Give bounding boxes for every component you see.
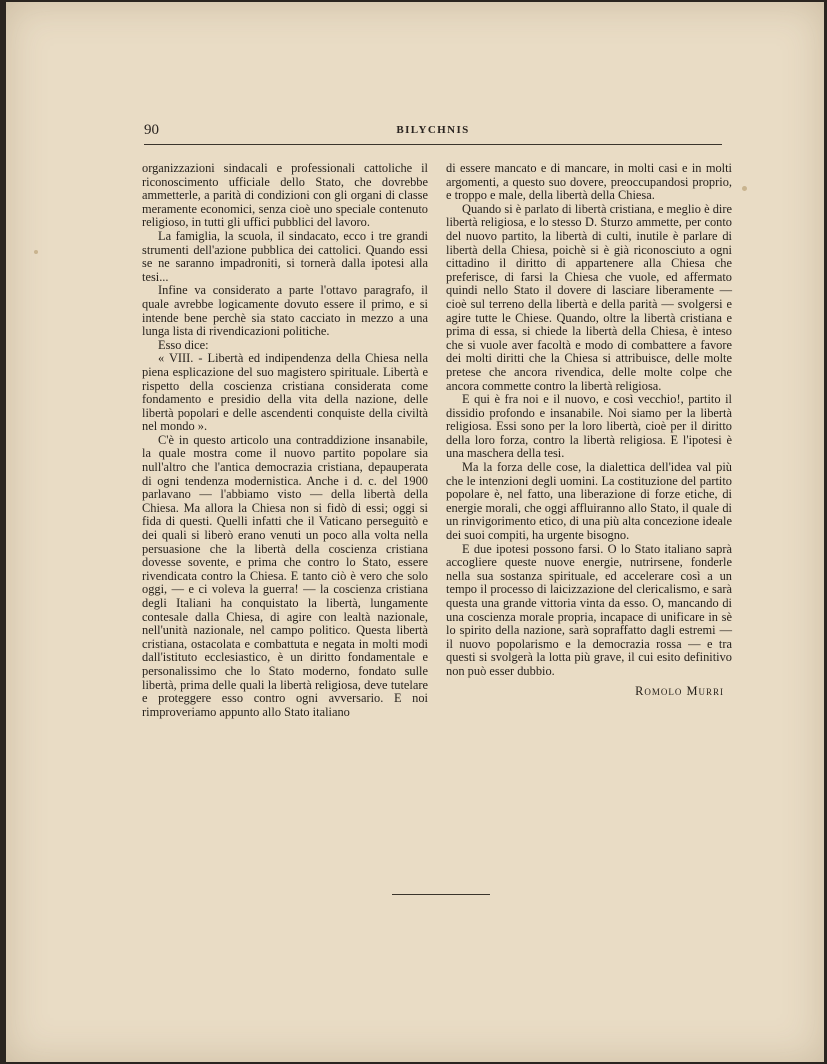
- paragraph: Infine va considerato a parte l'ottavo paragrafo, il quale avrebbe logicamente dovuto essere il primo, e si intende bene perchè sia stato cacciato in mezzo a una lunga lista di rivendicazioni politiche.: [142, 283, 428, 339]
- paragraph: La famiglia, la scuola, il sindacato, ecco i tre grandi strumenti dell'azione pubblica dei cattolici. Quando essi se ne saranno impadroniti, si tornerà dalla ipotesi alla tesi...: [142, 228, 428, 284]
- paper-spot: [742, 186, 747, 191]
- page-number: 90: [144, 122, 159, 138]
- paragraph: organizzazioni sindacali e professionali cattoliche il riconoscimento ufficiale dello Stato, che dovrebbe ammetterle, a parità di condizioni con gli organi di classe meramente economici, senza cioè uno speciale contenuto religioso, in tutti gli uffici pubblici del lavoro.: [142, 161, 428, 230]
- paragraph: E qui è fra noi e il nuovo, e così vecchio!, partito il dissidio profondo e insanabile. Noi siamo per la libertà religiosa. Essi sono per la loro libertà, cioè per il diritto della loro forza, contro la libertà religiosa. E l'ipotesi è una maschera della tesi.: [446, 392, 732, 461]
- right-text-column: [446, 162, 732, 698]
- author-signature: Romolo Murri: [635, 683, 724, 698]
- paragraph: di essere mancato e di mancare, in molti casi e in molti argomenti, a questo suo dovere, preoccupandosi proprio, e troppo e male, della libertà della Chiesa.: [446, 161, 732, 203]
- running-header: [144, 120, 722, 145]
- paragraph: Ma la forza delle cose, la dialettica dell'idea val più che le intenzioni degli uomini. La costituzione del partito popolare è, nel fatto, una liberazione di forze etiche, di energie morali, che oggi affluiranno allo Stato, il quale di un rinvigorimento etico, di una più alta concezione ideale dei suoi compiti, ha urgente bisogno.: [446, 460, 732, 543]
- end-rule: [392, 894, 490, 895]
- paper-spot: [34, 250, 38, 254]
- paragraph: Quando si è parlato di libertà cristiana, e meglio è dire libertà religiosa, e lo stesso D. Sturzo ammette, per conto del nuovo partito, la libertà di culti, inutile è parlare di libertà della Chiesa, poichè si è già riconosciuto a ogni cittadino il diritto di appartenere alla Chiesa che preferisce, di farsi la Chiesa che vuole, ed affermato quindi nello Stato il dovere di lasciare liberamente — cioè sul terreno della libertà e della parità — svolgersi e agire tutte le Chiese. Quando, oltre la libertà cristiana e prima di essa, si chiede la libertà della Chiesa, è inteso che si vuole aver facoltà e modo di combattere a favore dei molti diritti che la Chiesa si attribuisce, delle molte pretese che ancora rivendica, delle molte colpe che ancora commette contro la libertà religiosa.: [446, 201, 732, 393]
- journal-title: BILYCHNIS: [396, 124, 470, 136]
- paragraph: « VIII. - Libertà ed indipendenza della Chiesa nella piena esplicazione del suo magistero spirituale. Libertà e rispetto della coscienza cristiana considerata come fondamento e presidio della vita della nazione, delle libertà popolari e delle ascendenti conquiste della civiltà nel mondo ».: [142, 351, 428, 434]
- paragraph: E due ipotesi possono farsi. O lo Stato italiano saprà accogliere queste nuove energie, nutrirsene, fonderle nella sua sostanza spirituale, ed accelerare così a un tempo il processo di laicizzazione del clericalismo, e sarà questa una grande vittoria vinta da esso. O, mancando di una coscienza morale propria, incapace di unificare in sè lo spirito della nazione, sarà sopraffatto dagli estremi — il nuovo popolarismo e la democrazia rossa — e tra questi si svolgerà la lotta più grave, il cui esito definitivo non può esser dubbio.: [446, 541, 732, 678]
- paragraph: C'è in questo articolo una contraddizione insanabile, la quale mostra come il nuovo partito popolare sia null'altro che l'antica democrazia cristiana, depauperata di ogni tendenza modernistica. Anche i d. c. del 1900 parlavano — l'abbiamo visto — della libertà della Chiesa. Ma allora la Chiesa non si fidò di essi; oggi si fida di questi. Quelli infatti che il Vaticano perseguitò e dei quali si liberò erano venuti un poco alla volta nella persuasione che la libertà della coscienza cristiana dovesse sovente, e prima che contro lo Stato, essere rivendicata contro la Chiesa. E tanto ciò è vero che solo oggi, — e ci voleva la guerra! — la coscienza cristiana degli Italiani ha conquistato la libertà, lungamente contesale dalla Chiesa, di agire con lealtà nazionale, nell'unità nazionale, nel campo politico. Questa libertà cristiana, ostacolata e combattuta e negata in molti modi dall'istituto ecclesiastico, è un diritto fondamentale e personalissimo che lo Stato moderno, fondato sulle libertà, prima delle quali la libertà religiosa, deve tutelare e proteggere esso contro ogni avversario. E noi rimproveriamo appunto allo Stato italiano: [142, 432, 428, 719]
- paragraph: Esso dice:: [158, 337, 209, 352]
- left-text-column: [142, 162, 428, 719]
